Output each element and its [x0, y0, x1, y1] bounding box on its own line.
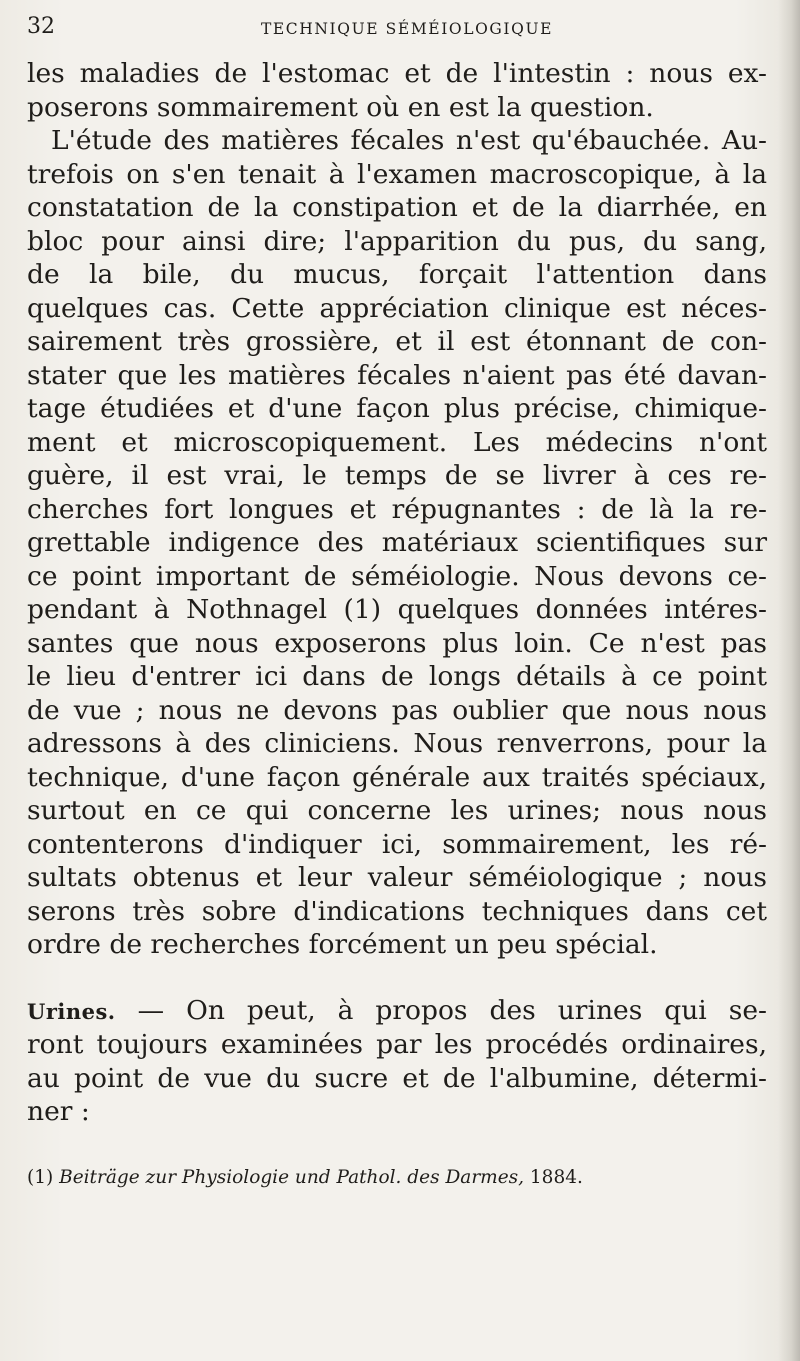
text-line: constatation de la constipation et de la diarrhée, en: [27, 192, 767, 223]
text-line: grettable indigence des matériaux scientifiques sur: [27, 527, 767, 558]
text-line: les maladies de l'estomac et de l'intestin : nous ex-: [27, 58, 767, 89]
text-line: bloc pour ainsi dire; l'apparition du pus, du sang,: [27, 225, 767, 257]
section-title-urines: Urines.: [27, 998, 116, 1024]
text-line: au point de vue du sucre et de l'albumine, détermi-: [27, 1062, 767, 1094]
text-line: [27, 124, 767, 158]
page-number: 32: [27, 14, 55, 39]
footnote-marker: (1): [27, 1167, 60, 1188]
paragraph-urines: [27, 994, 767, 1129]
paragraph-2: [27, 124, 767, 962]
text-line: serons très sobre d'indications techniques dans cet: [27, 895, 767, 927]
text-line: sultats obtenus et leur valeur séméiologique ; nous: [27, 862, 767, 893]
text-line: ment et microscopiquement. Les médecins n'ont: [27, 426, 767, 458]
footnote: [27, 1167, 767, 1188]
text-line: [27, 994, 767, 1029]
text-line: le lieu d'entrer ici dans de longs détails à ce point: [27, 661, 767, 692]
page-edge-shadow: [778, 0, 800, 1361]
text-line: stater que les matières fécales n'aient pas été davan-: [27, 359, 767, 391]
running-head: TECHNIQUE SÉMÉIOLOGIQUE: [260, 20, 554, 38]
text-line: sairement très grossière, et il est étonnant de con-: [27, 326, 767, 357]
text-line: ce point important de séméiologie. Nous devons ce-: [27, 560, 767, 592]
line-rest: — On peut, à propos des urines qui se-: [115, 994, 767, 1026]
page-header: [27, 14, 787, 54]
text-line: trefois on s'en tenait à l'examen macroscopique, à la: [27, 158, 767, 190]
text-line: ront toujours examinées par les procédés ordinaires,: [27, 1029, 767, 1060]
text-line: cherches fort longues et répugnantes : de là la re-: [27, 493, 767, 525]
body-text: [27, 57, 767, 1129]
text-line: ner :: [27, 1096, 90, 1127]
line-start: L'étude des matières fécales n'est qu'ébauchée. Au-: [51, 125, 767, 156]
text-line: surtout en ce qui concerne les urines; nous nous: [27, 795, 767, 826]
text-line: de vue ; nous ne devons pas oublier que nous nous: [27, 694, 767, 726]
paragraph-1: [27, 57, 767, 124]
text-line: adressons à des cliniciens. Nous renverrons, pour la: [27, 728, 767, 759]
text-line: de la bile, du mucus, forçait l'attention dans: [27, 259, 767, 290]
footnote-title: Beiträge zur Physiologie und Pathol. des Darmes,: [59, 1167, 525, 1188]
text-line: tage étudiées et d'une façon plus précise, chimique-: [27, 393, 767, 424]
text-line: santes que nous exposerons plus loin. Ce n'est pas: [27, 627, 767, 659]
footnote-year: 1884.: [524, 1167, 583, 1188]
paragraph-gap: [27, 962, 767, 994]
text-line: pendant à Nothnagel (1) quelques données intéres-: [27, 594, 767, 625]
text-line: ordre de recherches forcément un peu spécial.: [27, 929, 658, 960]
text-line: poserons sommairement où en est la question.: [27, 91, 654, 123]
text-line: technique, d'une façon générale aux traités spéciaux,: [27, 761, 767, 793]
text-line: contenterons d'indiquer ici, sommairement, les ré-: [27, 828, 767, 860]
text-line: quelques cas. Cette appréciation clinique est néces-: [27, 292, 767, 324]
text-line: guère, il est vrai, le temps de se livrer à ces re-: [27, 460, 767, 491]
